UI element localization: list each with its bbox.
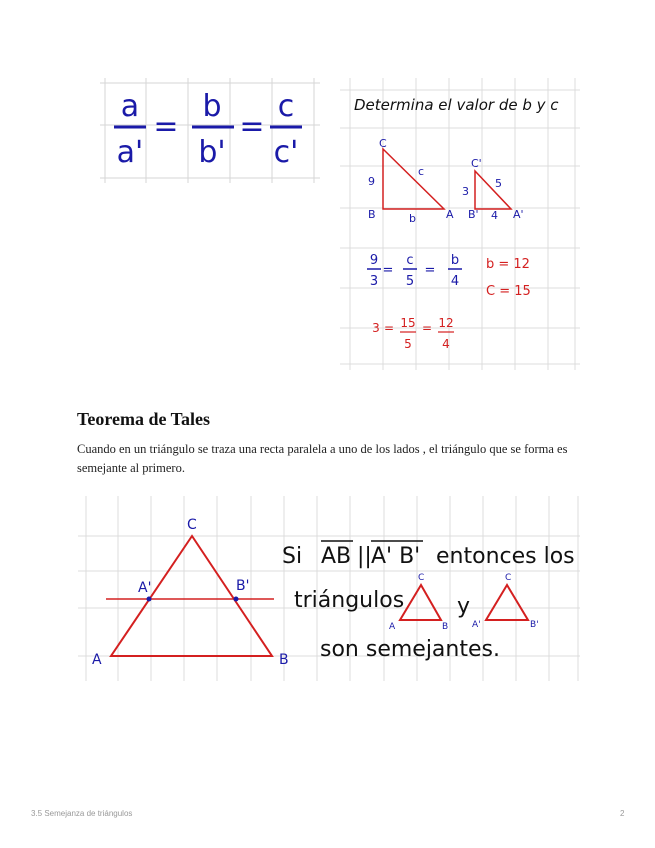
text-y: y xyxy=(457,594,471,619)
segment-ab: AB xyxy=(321,544,352,569)
result-b: b = 12 xyxy=(486,257,530,272)
point-b-prime xyxy=(234,597,239,602)
section-title: Teorema de Tales xyxy=(77,409,211,429)
mini1-b: B xyxy=(442,622,449,632)
tales-svg xyxy=(78,496,580,681)
small-side-bottom: 4 xyxy=(491,209,498,222)
big-side-left: 9 xyxy=(368,175,375,188)
ratio-den-2: 5 xyxy=(405,274,415,289)
svg-text:=: = xyxy=(382,263,394,278)
equals-1: = xyxy=(153,109,179,144)
small-side-hyp: 5 xyxy=(495,177,502,190)
label-b-prime: B' xyxy=(236,578,250,594)
ratio-den-3: 4 xyxy=(450,274,460,289)
ratio-num-1: 9 xyxy=(369,253,379,268)
check-den-2: 4 xyxy=(442,337,450,351)
mini2-c: C xyxy=(505,573,512,583)
label-c: C xyxy=(187,517,197,533)
ratio-num-2: c xyxy=(406,253,414,268)
frac-b-den: b' xyxy=(198,135,226,170)
big-side-hyp: c xyxy=(418,165,425,178)
big-vertex-b: B xyxy=(368,208,376,221)
small-vertex-b: B' xyxy=(468,208,479,221)
mini-triangle-2 xyxy=(486,585,528,620)
big-vertex-a: A xyxy=(446,208,454,221)
big-side-bottom: b xyxy=(409,212,416,225)
label-a: A xyxy=(92,652,102,668)
text-son-semejantes: son semejantes. xyxy=(320,637,500,662)
text-triangulos: triángulos xyxy=(294,588,405,613)
proportion-figure xyxy=(100,78,320,183)
text-entonces: entonces los xyxy=(436,544,575,569)
ratio-num-3: b xyxy=(450,253,460,268)
main-triangle xyxy=(111,536,272,656)
tales-figure xyxy=(78,496,580,681)
label-b: B xyxy=(279,652,289,668)
ratio-den-1: 3 xyxy=(369,274,379,289)
proportion-svg xyxy=(100,78,320,183)
small-side-left: 3 xyxy=(462,185,469,198)
footer-chapter: 3.5 Semejanza de triángulos xyxy=(31,809,133,818)
mini-triangle-1 xyxy=(400,585,441,620)
equals-2: = xyxy=(239,109,265,144)
check-num-2: 12 xyxy=(438,316,454,330)
frac-a-den: a' xyxy=(116,135,144,170)
small-triangle xyxy=(475,171,511,209)
footer-page-number: 2 xyxy=(620,809,625,818)
frac-a-num: a xyxy=(120,89,140,124)
exercise-figure xyxy=(340,78,580,370)
exercise-svg xyxy=(340,78,580,370)
check-num-1: 15 xyxy=(400,316,416,330)
big-triangle xyxy=(383,149,444,209)
small-vertex-c: C' xyxy=(471,157,482,170)
label-a-prime: A' xyxy=(138,580,152,596)
big-vertex-c: C xyxy=(379,137,387,150)
point-a-prime xyxy=(147,597,152,602)
section-text: Cuando en un triángulo se traza una recta paralela a uno de los lados , el triángulo que se forma es semejante al primero. xyxy=(77,442,568,475)
svg-text:=: = xyxy=(424,263,436,278)
segment-a-prime-b-prime: A' B' xyxy=(371,544,421,569)
result-c: C = 15 xyxy=(486,284,531,299)
svg-text:=: = xyxy=(383,321,395,335)
mini2-b: B' xyxy=(530,620,539,630)
mini1-a: A xyxy=(389,622,396,632)
parallel-symbol: || xyxy=(357,544,372,569)
small-vertex-a: A' xyxy=(513,208,524,221)
text-si: Si xyxy=(282,544,303,569)
svg-text:=: = xyxy=(421,321,433,335)
frac-b-num: b xyxy=(202,89,222,124)
frac-c-den: c' xyxy=(273,135,299,170)
mini1-c: C xyxy=(418,573,425,583)
frac-c-num: c xyxy=(277,89,295,124)
mini2-a: A' xyxy=(472,620,481,630)
check-den-1: 5 xyxy=(404,337,412,351)
exercise-title: Determina el valor de b y c xyxy=(354,96,559,114)
check-lhs: 3 xyxy=(372,321,380,335)
